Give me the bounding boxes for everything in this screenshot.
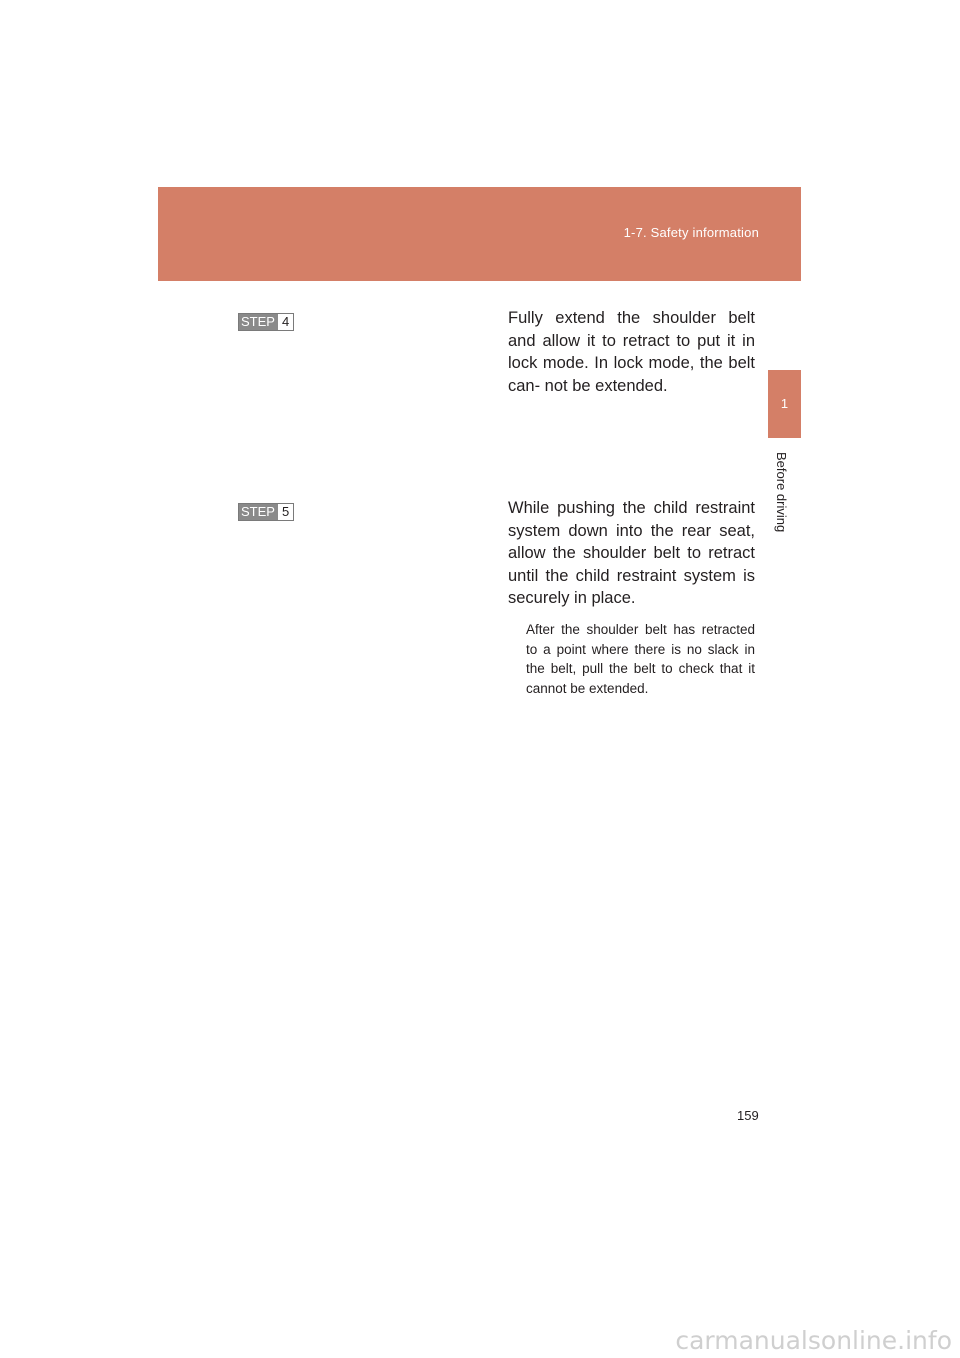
step-4-badge <box>238 313 294 331</box>
section-title: 1-7. Safety information <box>623 225 759 240</box>
step-4-text: Fully extend the shoulder belt and allow it to retract to put it in lock mode. In lock mode, the belt can- not be extended. <box>508 309 755 395</box>
step-number: 4 <box>278 314 293 330</box>
step-number: 5 <box>278 504 293 520</box>
chapter-title: Before driving <box>774 452 789 533</box>
step-word: STEP <box>239 314 278 330</box>
watermark: carmanualsonline.info <box>675 1326 952 1355</box>
step-5-text: While pushing the child restraint system down into the rear seat, allow the shoulder belt to retract until the child restraint system is securely in place. <box>508 499 755 608</box>
step-word: STEP <box>239 504 278 520</box>
header-band <box>158 187 801 281</box>
page-number: 159 <box>737 1108 759 1123</box>
chapter-label <box>770 452 796 552</box>
step-5-note: After the shoulder belt has retracted to a point where there is no slack in the belt, pull the belt to check that it cannot be extended. <box>526 622 755 696</box>
step-5-badge <box>238 503 294 521</box>
chapter-tab: 1 <box>768 370 801 438</box>
